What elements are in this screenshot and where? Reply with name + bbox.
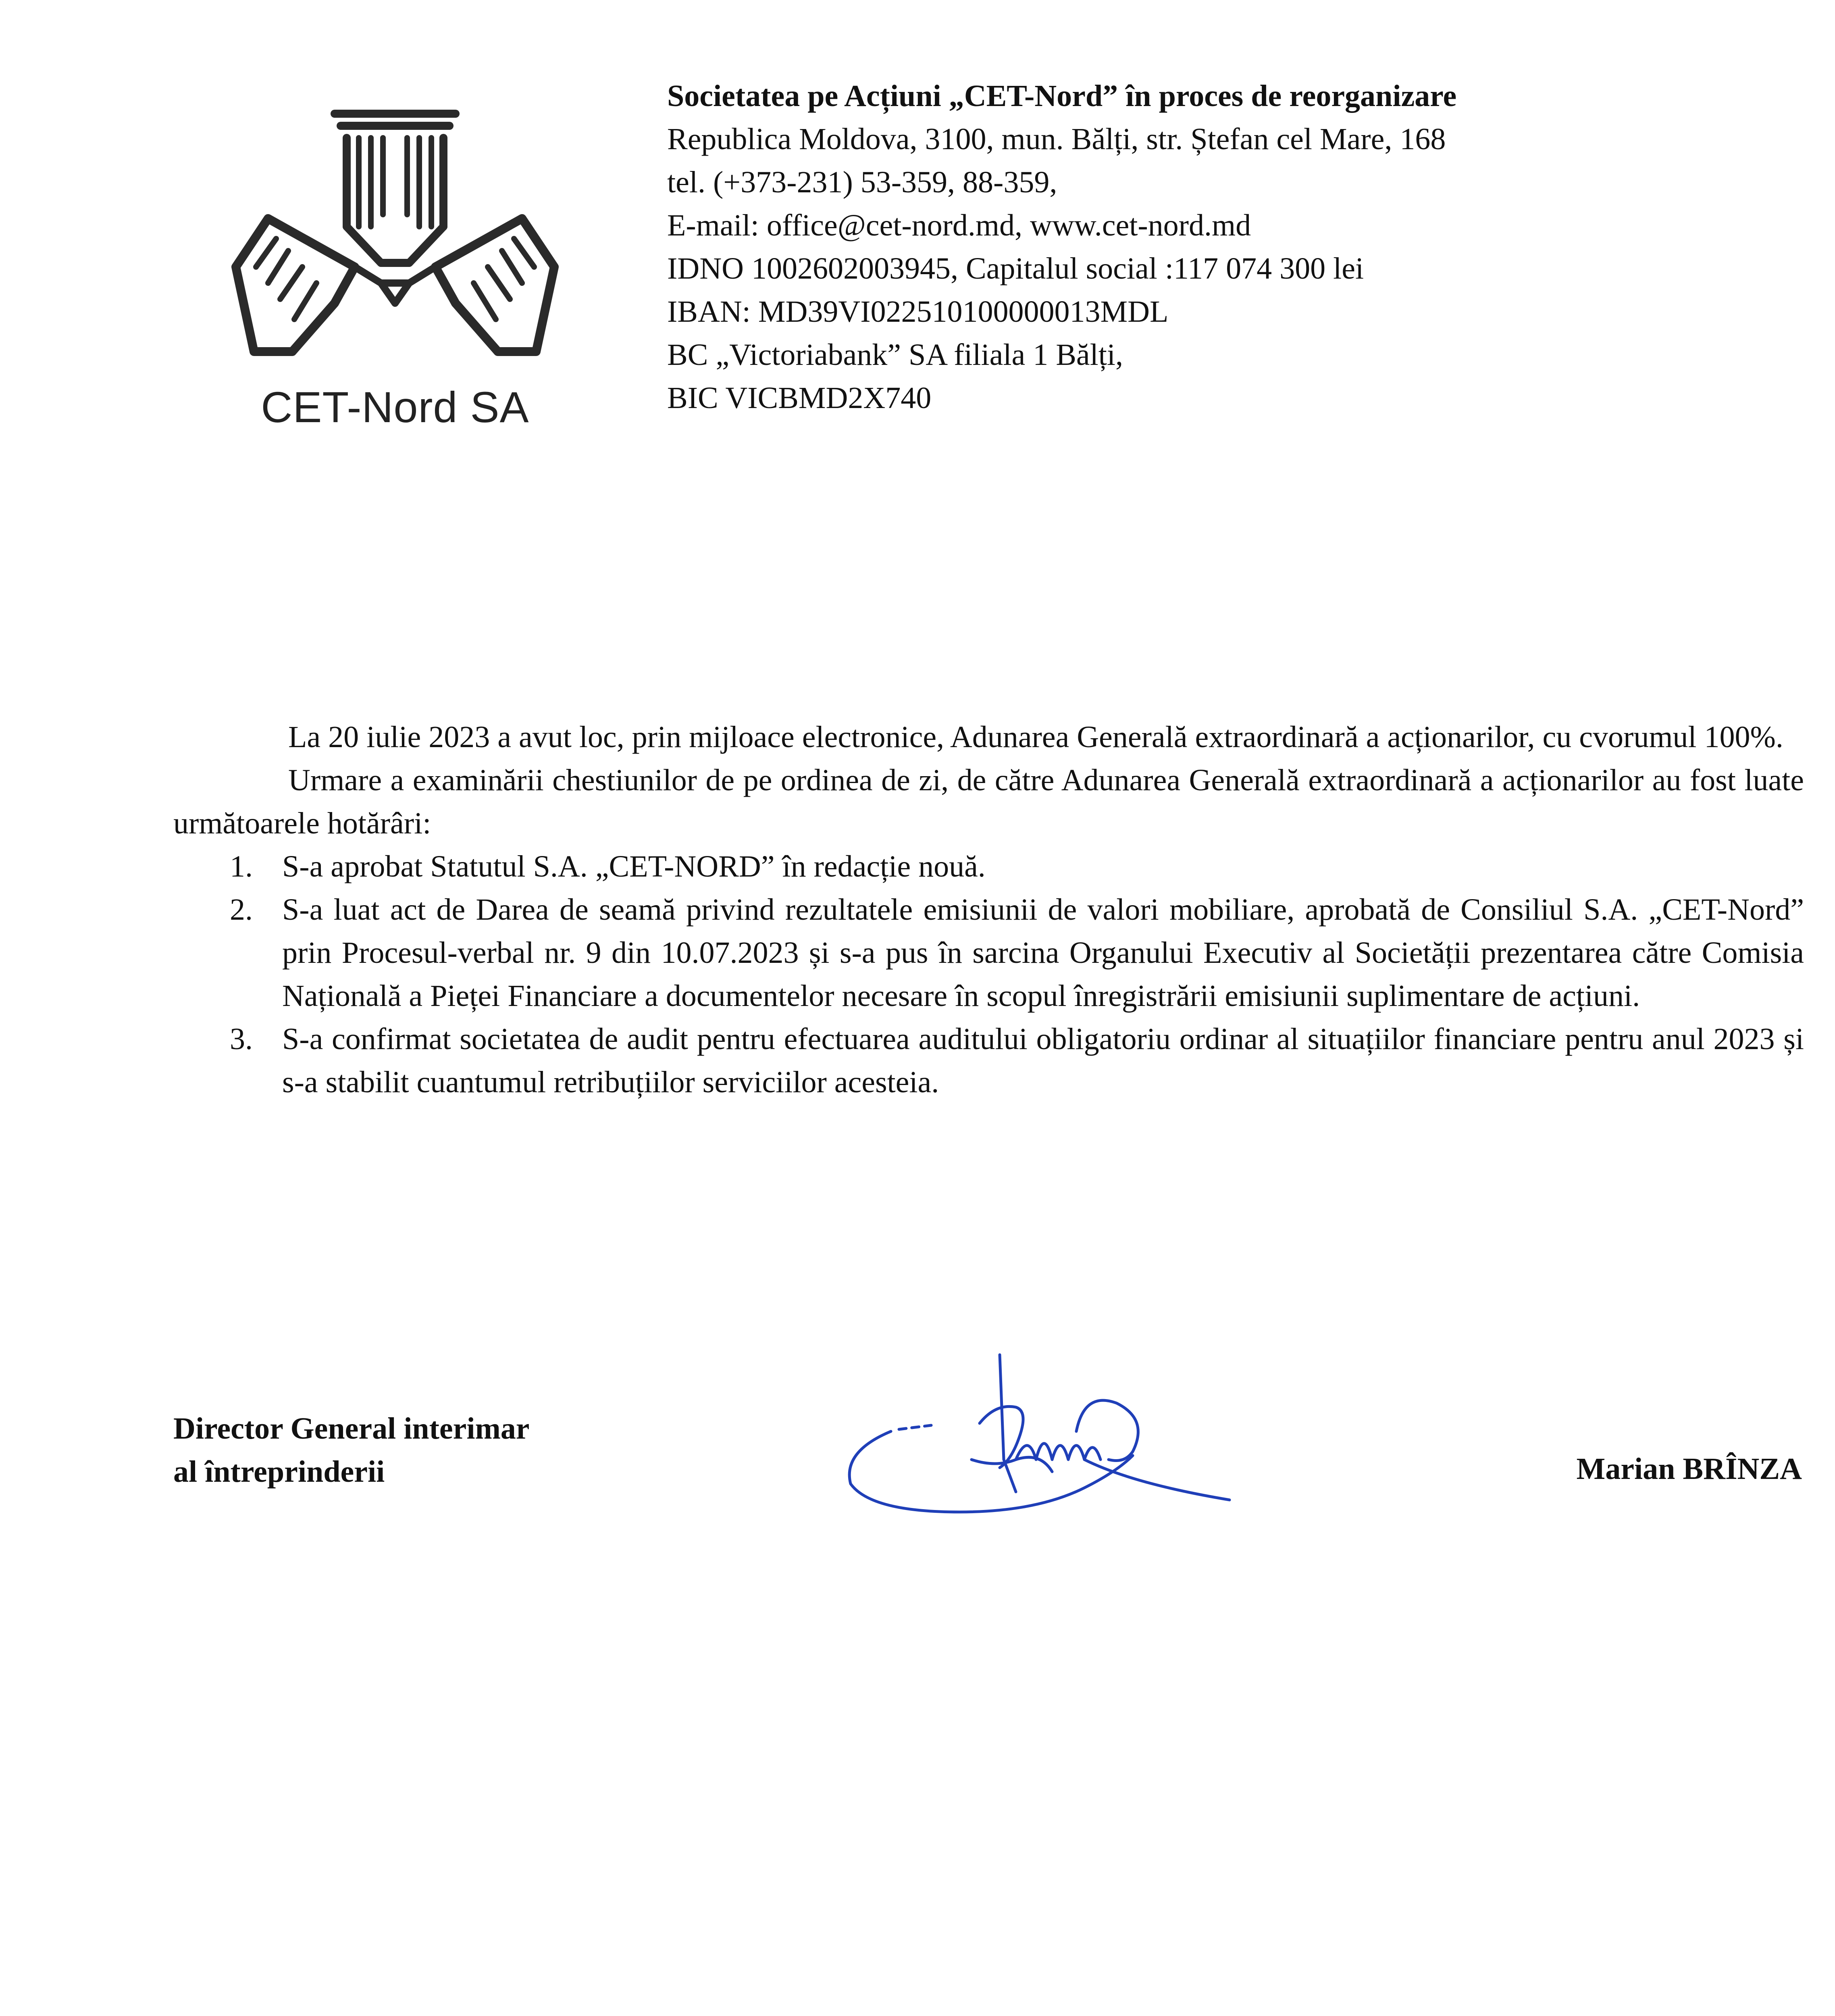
cet-nord-logo-icon [220,94,570,376]
email-line: E-mail: office@cet-nord.md, www.cet-nord.md [667,208,1251,242]
address-line: Republica Moldova, 3100, mun. Bălți, str. Ștefan cel Mare, 168 [667,122,1446,156]
company-title: Societatea pe Acțiuni „CET-Nord” în proces de reorganizare [667,79,1457,113]
position-line: Director General interimar [173,1412,530,1445]
list-text: S-a luat act de Darea de seamă privind rezultatele emisiunii de valori mobiliare, aprobată de Consiliul S.A. „CET-Nord” prin Procesul-verbal nr. 9 din 10.07.2023 și s-a pus în sarcina Organului Executiv al Societății prezentarea către Comisia Națională a Pieței Financiare a documentelor necesare în scopul înregistrării emisiunii suplimentare de acțiuni. [282,893,1804,1013]
list-text: S-a confirmat societatea de audit pentru efectuarea auditului obligatoriu ordinar al situațiilor financiare pentru anul 2023 și s-a stabilit cuantumul retribuțiilor serviciilor acesteia. [282,1022,1804,1099]
decisions-list [173,845,1804,1104]
list-item [173,845,1804,888]
logo-text: CET-Nord SA [261,383,529,431]
list-number: 1. [230,850,253,883]
paragraph-meeting: La 20 iulie 2023 a avut loc, prin mijloace electronice, Adunarea Generală extraordinară a acționarilor, cu cvorumul 100%. [288,720,1783,754]
position-line: al întreprinderii [173,1455,385,1489]
bank-line: BC „Victoriabank” SA filiala 1 Bălți, [667,338,1123,372]
idno-line: IDNO 1002602003945, Capitalul social :117 074 300 lei [667,252,1364,285]
phone-line: tel. (+373-231) 53-359, 88-359, [667,165,1057,199]
list-number: 2. [230,893,253,927]
bic-line: BIC VICBMD2X740 [667,381,932,415]
list-number: 3. [230,1022,253,1056]
list-item [173,888,1804,1018]
list-item [173,1018,1804,1104]
handwritten-signature-icon [826,1339,1270,1548]
list-text: S-a aprobat Statutul S.A. „CET-NORD” în redacție nouă. [282,850,986,883]
signatory-position [173,1407,530,1493]
paragraph-intro: Urmare a examinării chestiunilor de pe ordinea de zi, de către Adunarea Generală extraordinară a acționarilor au fost luate următoarele hotărâri: [173,763,1804,840]
letterhead [667,75,1756,420]
company-logo [220,94,570,456]
document-body [173,716,1804,1104]
signatory-name: Marian BRÎNZA [1576,1452,1802,1486]
iban-line: IBAN: MD39VI022510100000013MDL [667,295,1169,329]
